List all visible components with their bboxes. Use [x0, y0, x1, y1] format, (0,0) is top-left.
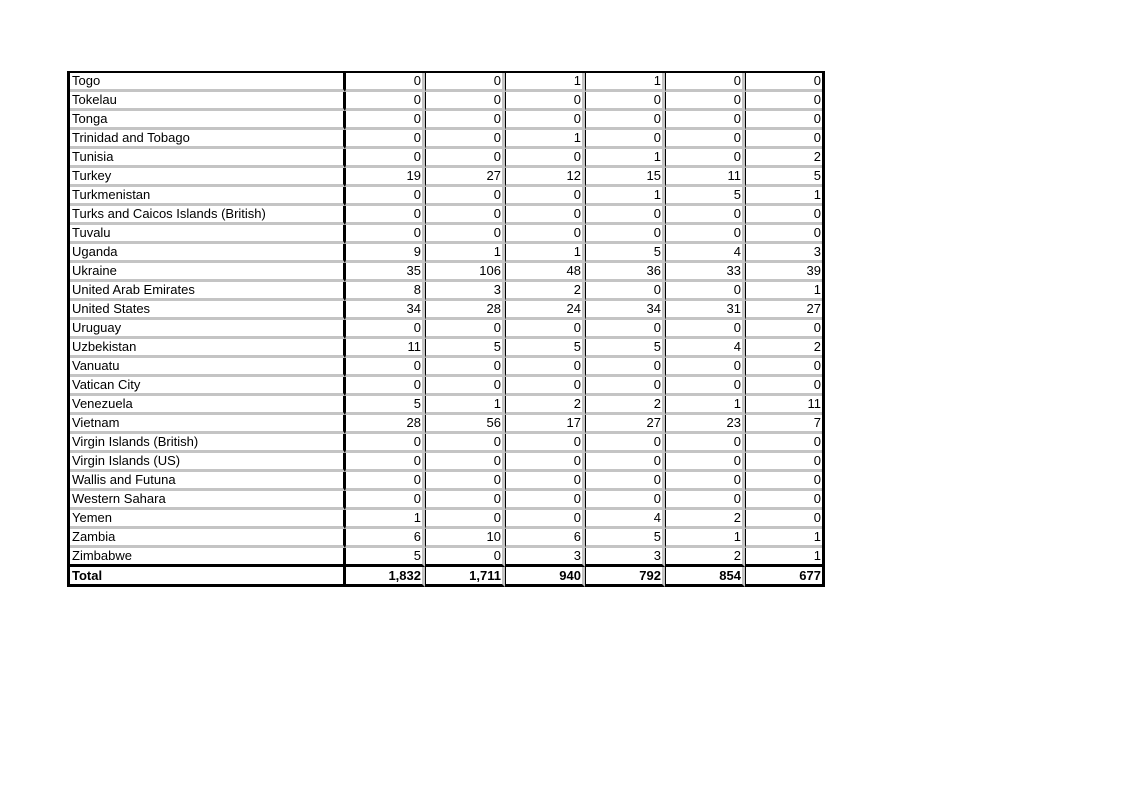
value-cell: 0: [425, 434, 505, 453]
table-row: [70, 149, 822, 168]
value-cell: 4: [665, 339, 745, 358]
value-cell: 0: [425, 92, 505, 111]
country-name-cell: Venezuela: [70, 396, 345, 415]
value-cell: 0: [345, 206, 425, 225]
value-cell: 1: [425, 396, 505, 415]
value-cell: 1: [745, 187, 822, 206]
table-body: [70, 73, 822, 587]
value-cell: 0: [425, 111, 505, 130]
value-cell: 6: [345, 529, 425, 548]
value-cell: 1: [745, 548, 822, 567]
value-cell: 0: [585, 225, 665, 244]
table-row: [70, 453, 822, 472]
value-cell: 15: [585, 168, 665, 187]
country-name-cell: Tuvalu: [70, 225, 345, 244]
table-row: [70, 282, 822, 301]
value-cell: 5: [585, 529, 665, 548]
table-row: [70, 244, 822, 263]
value-cell: 5: [585, 244, 665, 263]
value-cell: 0: [745, 434, 822, 453]
value-cell: 0: [665, 73, 745, 92]
value-cell: 56: [425, 415, 505, 434]
country-name-cell: Zimbabwe: [70, 548, 345, 567]
total-value-cell: 1,832: [345, 567, 425, 587]
value-cell: 0: [585, 491, 665, 510]
value-cell: 0: [585, 130, 665, 149]
value-cell: 9: [345, 244, 425, 263]
value-cell: 0: [345, 111, 425, 130]
value-cell: 0: [505, 92, 585, 111]
table-row: [70, 111, 822, 130]
value-cell: 106: [425, 263, 505, 282]
value-cell: 28: [425, 301, 505, 320]
country-name-cell: Tunisia: [70, 149, 345, 168]
value-cell: 5: [505, 339, 585, 358]
value-cell: 0: [665, 472, 745, 491]
value-cell: 0: [425, 149, 505, 168]
value-cell: 10: [425, 529, 505, 548]
table-row: [70, 320, 822, 339]
value-cell: 3: [585, 548, 665, 567]
value-cell: 0: [665, 434, 745, 453]
value-cell: 0: [345, 491, 425, 510]
value-cell: 1: [505, 73, 585, 92]
value-cell: 0: [665, 377, 745, 396]
value-cell: 0: [665, 206, 745, 225]
value-cell: 0: [585, 434, 665, 453]
value-cell: 0: [745, 111, 822, 130]
value-cell: 0: [745, 206, 822, 225]
country-name-cell: United Arab Emirates: [70, 282, 345, 301]
value-cell: 27: [585, 415, 665, 434]
value-cell: 0: [425, 320, 505, 339]
value-cell: 0: [745, 358, 822, 377]
country-name-cell: Vietnam: [70, 415, 345, 434]
total-value-cell: 1,711: [425, 567, 505, 587]
value-cell: 0: [425, 206, 505, 225]
value-cell: 1: [585, 149, 665, 168]
value-cell: 0: [745, 491, 822, 510]
value-cell: 1: [345, 510, 425, 529]
value-cell: 0: [585, 358, 665, 377]
total-label-cell: Total: [70, 567, 345, 587]
country-name-cell: Tokelau: [70, 92, 345, 111]
value-cell: 0: [425, 491, 505, 510]
value-cell: 0: [345, 434, 425, 453]
total-value-cell: 677: [745, 567, 822, 587]
value-cell: 0: [665, 358, 745, 377]
value-cell: 0: [505, 377, 585, 396]
value-cell: 0: [745, 510, 822, 529]
table-row: [70, 339, 822, 358]
value-cell: 0: [745, 130, 822, 149]
country-name-cell: Uruguay: [70, 320, 345, 339]
country-name-cell: Togo: [70, 73, 345, 92]
value-cell: 11: [745, 396, 822, 415]
value-cell: 0: [345, 472, 425, 491]
value-cell: 0: [505, 510, 585, 529]
value-cell: 11: [345, 339, 425, 358]
value-cell: 0: [425, 187, 505, 206]
value-cell: 0: [585, 206, 665, 225]
value-cell: 0: [505, 187, 585, 206]
table-row: [70, 491, 822, 510]
value-cell: 31: [665, 301, 745, 320]
table-row: [70, 168, 822, 187]
value-cell: 3: [505, 548, 585, 567]
value-cell: 0: [505, 149, 585, 168]
total-row: [70, 567, 822, 587]
country-name-cell: Wallis and Futuna: [70, 472, 345, 491]
country-name-cell: Turks and Caicos Islands (British): [70, 206, 345, 225]
value-cell: 39: [745, 263, 822, 282]
value-cell: 0: [425, 130, 505, 149]
value-cell: 1: [585, 73, 665, 92]
value-cell: 0: [505, 453, 585, 472]
value-cell: 0: [425, 548, 505, 567]
value-cell: 3: [745, 244, 822, 263]
value-cell: 0: [425, 510, 505, 529]
value-cell: 0: [665, 453, 745, 472]
value-cell: 0: [345, 187, 425, 206]
value-cell: 0: [505, 491, 585, 510]
value-cell: 0: [425, 377, 505, 396]
table-row: [70, 415, 822, 434]
value-cell: 4: [665, 244, 745, 263]
value-cell: 28: [345, 415, 425, 434]
value-cell: 17: [505, 415, 585, 434]
country-name-cell: Zambia: [70, 529, 345, 548]
country-name-cell: Yemen: [70, 510, 345, 529]
value-cell: 2: [505, 282, 585, 301]
table-row: [70, 187, 822, 206]
country-name-cell: Turkey: [70, 168, 345, 187]
value-cell: 0: [505, 434, 585, 453]
value-cell: 0: [345, 358, 425, 377]
value-cell: 0: [665, 225, 745, 244]
value-cell: 0: [745, 320, 822, 339]
country-data-table: [67, 71, 825, 587]
value-cell: 34: [585, 301, 665, 320]
value-cell: 0: [745, 472, 822, 491]
value-cell: 27: [425, 168, 505, 187]
value-cell: 34: [345, 301, 425, 320]
value-cell: 0: [585, 111, 665, 130]
value-cell: 0: [665, 320, 745, 339]
value-cell: 0: [505, 472, 585, 491]
country-name-cell: Trinidad and Tobago: [70, 130, 345, 149]
value-cell: 0: [665, 149, 745, 168]
value-cell: 0: [345, 149, 425, 168]
value-cell: 0: [585, 453, 665, 472]
value-cell: 0: [745, 377, 822, 396]
table-row: [70, 301, 822, 320]
value-cell: 0: [505, 225, 585, 244]
total-value-cell: 854: [665, 567, 745, 587]
value-cell: 1: [425, 244, 505, 263]
value-cell: 0: [665, 282, 745, 301]
value-cell: 2: [745, 149, 822, 168]
value-cell: 0: [665, 130, 745, 149]
value-cell: 0: [345, 320, 425, 339]
value-cell: 0: [505, 320, 585, 339]
value-cell: 1: [745, 529, 822, 548]
table-row: [70, 529, 822, 548]
value-cell: 0: [665, 92, 745, 111]
value-cell: 0: [345, 92, 425, 111]
value-cell: 0: [585, 92, 665, 111]
value-cell: 1: [665, 396, 745, 415]
country-name-cell: Vanuatu: [70, 358, 345, 377]
country-name-cell: Tonga: [70, 111, 345, 130]
value-cell: 0: [345, 453, 425, 472]
country-name-cell: Western Sahara: [70, 491, 345, 510]
value-cell: 0: [585, 472, 665, 491]
value-cell: 0: [585, 377, 665, 396]
value-cell: 0: [665, 111, 745, 130]
total-value-cell: 940: [505, 567, 585, 587]
country-name-cell: Virgin Islands (US): [70, 453, 345, 472]
value-cell: 0: [425, 225, 505, 244]
table-row: [70, 434, 822, 453]
country-name-cell: Uzbekistan: [70, 339, 345, 358]
value-cell: 0: [585, 282, 665, 301]
value-cell: 0: [505, 111, 585, 130]
value-cell: 1: [505, 130, 585, 149]
table-row: [70, 510, 822, 529]
value-cell: 0: [345, 377, 425, 396]
value-cell: 27: [745, 301, 822, 320]
value-cell: 2: [505, 396, 585, 415]
value-cell: 5: [345, 396, 425, 415]
value-cell: 0: [425, 453, 505, 472]
value-cell: 24: [505, 301, 585, 320]
value-cell: 0: [505, 206, 585, 225]
value-cell: 5: [345, 548, 425, 567]
value-cell: 11: [665, 168, 745, 187]
table-row: [70, 73, 822, 92]
value-cell: 19: [345, 168, 425, 187]
value-cell: 48: [505, 263, 585, 282]
value-cell: 0: [745, 92, 822, 111]
value-cell: 2: [585, 396, 665, 415]
value-cell: 36: [585, 263, 665, 282]
value-cell: 0: [345, 73, 425, 92]
value-cell: 23: [665, 415, 745, 434]
value-cell: 0: [425, 73, 505, 92]
table-row: [70, 225, 822, 244]
table-row: [70, 377, 822, 396]
value-cell: 4: [585, 510, 665, 529]
table-row: [70, 548, 822, 567]
value-cell: 0: [505, 358, 585, 377]
value-cell: 1: [745, 282, 822, 301]
value-cell: 12: [505, 168, 585, 187]
value-cell: 0: [345, 225, 425, 244]
table-row: [70, 206, 822, 225]
total-value-cell: 792: [585, 567, 665, 587]
table-row: [70, 472, 822, 491]
value-cell: 5: [665, 187, 745, 206]
country-name-cell: Vatican City: [70, 377, 345, 396]
country-name-cell: Turkmenistan: [70, 187, 345, 206]
value-cell: 0: [425, 472, 505, 491]
value-cell: 0: [585, 320, 665, 339]
value-cell: 6: [505, 529, 585, 548]
value-cell: 0: [345, 130, 425, 149]
country-name-cell: Virgin Islands (British): [70, 434, 345, 453]
table-row: [70, 358, 822, 377]
value-cell: 35: [345, 263, 425, 282]
value-cell: 1: [505, 244, 585, 263]
value-cell: 5: [745, 168, 822, 187]
table-row: [70, 396, 822, 415]
value-cell: 8: [345, 282, 425, 301]
value-cell: 3: [425, 282, 505, 301]
value-cell: 1: [665, 529, 745, 548]
table-row: [70, 130, 822, 149]
country-name-cell: Ukraine: [70, 263, 345, 282]
table-row: [70, 92, 822, 111]
value-cell: 0: [745, 225, 822, 244]
value-cell: 7: [745, 415, 822, 434]
value-cell: 5: [425, 339, 505, 358]
value-cell: 0: [745, 453, 822, 472]
value-cell: 0: [745, 73, 822, 92]
value-cell: 2: [665, 548, 745, 567]
country-name-cell: United States: [70, 301, 345, 320]
value-cell: 33: [665, 263, 745, 282]
value-cell: 5: [585, 339, 665, 358]
value-cell: 2: [745, 339, 822, 358]
value-cell: 0: [665, 491, 745, 510]
table-row: [70, 263, 822, 282]
value-cell: 0: [425, 358, 505, 377]
value-cell: 1: [585, 187, 665, 206]
value-cell: 2: [665, 510, 745, 529]
country-name-cell: Uganda: [70, 244, 345, 263]
